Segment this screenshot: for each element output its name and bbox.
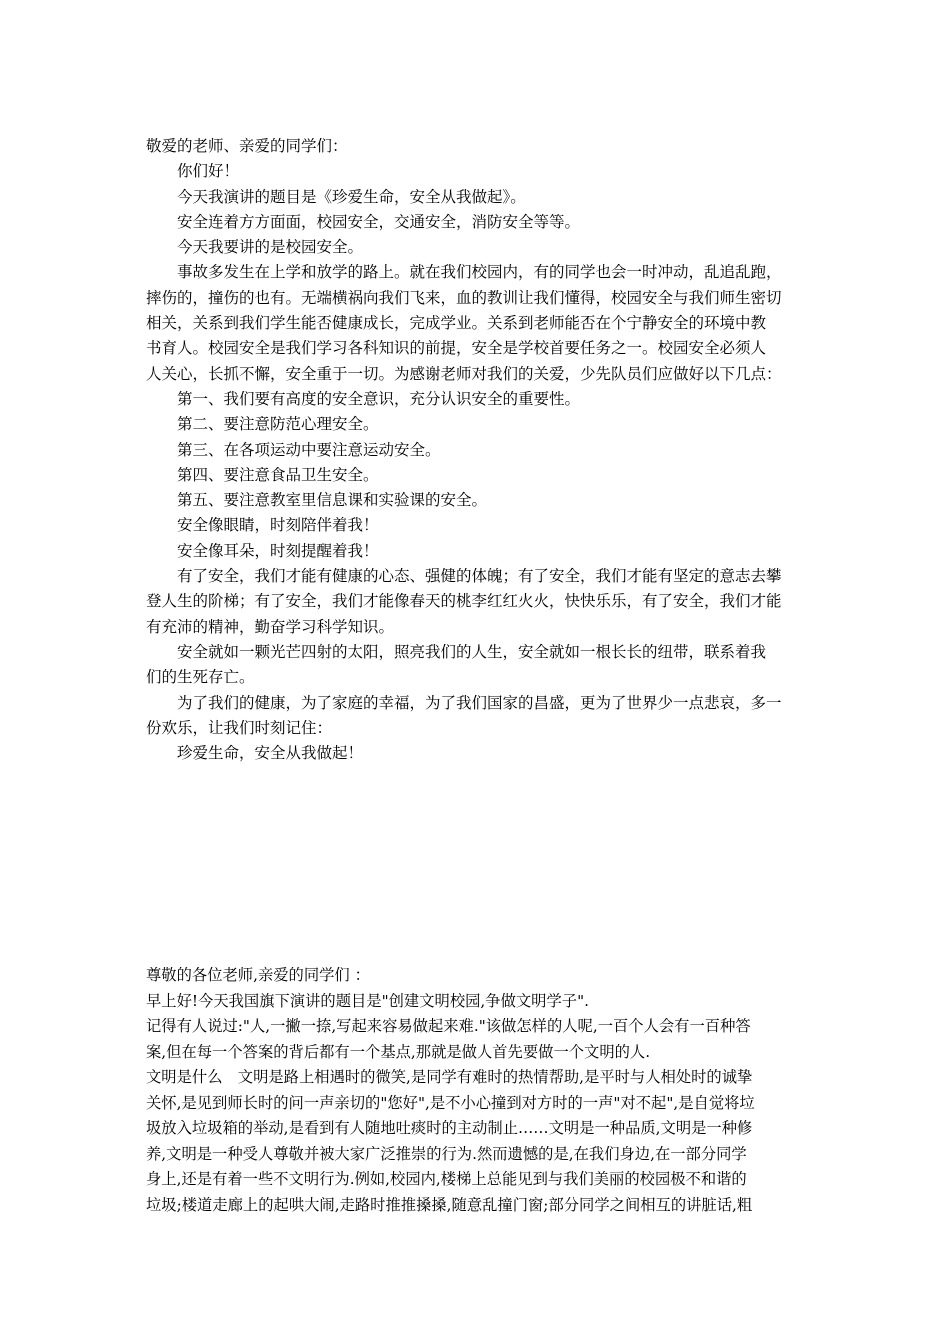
speech-civility (146, 963, 810, 1218)
paragraph-line: 事故多发生在上学和放学的路上。就在我们校园内，有的同学也会一时冲动，乱追乱跑， (177, 263, 782, 282)
paragraph-line: 圾放入垃圾箱的举动,是看到有人随地吐痰时的主动制止……文明是一种品质,文明是一种修 (146, 1119, 753, 1137)
paragraph-line: 份欢乐，让我们时刻记住： (146, 718, 333, 737)
speech-safety (146, 134, 810, 766)
paragraph-line: 文明是什么 文明是路上相遇时的微笑,是同学有难时的热情帮助,是平时与人相处时的诚挚 (146, 1068, 753, 1086)
paragraph-line: 垃圾;楼道走廊上的起哄大闹,走路时推推搡搡,随意乱撞门窗;部分同学之间相互的讲脏话,粗 (146, 1195, 753, 1214)
paragraph-line: 记得有人说过:"人,一撇一捺,写起来容易做起来难."该做怎样的人呢,一百个人会有一百种答 (146, 1017, 751, 1035)
paragraph-line: 身上,还是有着一些不文明行为.例如,校园内,楼梯上总能见到与我们美丽的校园极不和谐的 (146, 1170, 747, 1188)
paragraph-line: 安全就如一颗光芒四射的太阳，照亮我们的人生，安全就如一根长长的纽带，联系着我 (177, 642, 767, 661)
paragraph-line: 第二、要注意防范心理安全。 (177, 415, 379, 434)
paragraph-line: 第三、在各项运动中要注意运动安全。 (177, 440, 441, 459)
paragraph-line: 安全像眼睛，时刻陪伴着我！ (177, 516, 379, 535)
paragraph-line: 相关，关系到我们学生能否健康成长，完成学业。关系到老师能否在个宁静安全的环境中教 (146, 314, 767, 333)
salutation: 敬爱的老师、亲爱的同学们： (146, 137, 348, 155)
paragraph-line: 第一、我们要有高度的安全意识，充分认识安全的重要性。 (177, 389, 581, 408)
paragraph-line: 为了我们的健康，为了家庭的幸福，为了我们国家的昌盛，更为了世界少一点悲哀，多一 (177, 693, 782, 712)
paragraph-line: 们的生死存亡。 (146, 668, 255, 687)
paragraph-line: 今天我演讲的题目是《珍爱生命，安全从我做起》。 (177, 187, 526, 206)
paragraph-line: 案,但在每一个答案的背后都有一个基点,那就是做人首先要做一个文明的人. (146, 1042, 651, 1061)
paragraph-line: 书育人。校园安全是我们学习各科知识的前提，安全是学校首要任务之一。校园安全必须人 (146, 339, 767, 358)
salutation: 尊敬的各位老师,亲爱的同学们 ： (146, 966, 370, 984)
paragraph-line: 养,文明是一种受人尊敬并被大家广泛推崇的行为.然而遗憾的是,在我们身边,在一部分同学 (146, 1144, 747, 1163)
paragraph-line: 安全连着方方面面，校园安全，交通安全，消防安全等等。 (177, 212, 581, 231)
paragraph-line: 你们好！ (177, 162, 240, 181)
paragraph-line: 早上好!今天我国旗下演讲的题目是"创建文明校园,争做文明学子". (146, 991, 589, 1010)
paragraph-line: 今天我要讲的是校园安全。 (177, 238, 364, 257)
paragraph-line: 第五、要注意教室里信息课和实验课的安全。 (177, 491, 488, 510)
paragraph-line: 有充沛的精神，勤奋学习科学知识。 (146, 617, 395, 636)
paragraph-line: 登人生的阶梯；有了安全，我们才能像春天的桃李红红火火，快快乐乐，有了安全，我们才能 (146, 592, 782, 611)
paragraph-line: 安全像耳朵，时刻提醒着我！ (177, 541, 379, 560)
paragraph-line: 人关心，长抓不懈，安全重于一切。为感谢老师对我们的关爱，少先队员们应做好以下几点： (146, 364, 782, 383)
paragraph-line: 摔伤的，撞伤的也有。无端横祸向我们飞来，血的教训让我们懂得，校园安全与我们师生密切 (146, 288, 782, 307)
paragraph-line: 关怀,是见到师长时的问一声亲切的"您好",是不小心撞到对方时的一声"对不起",是自觉将垃 (146, 1093, 755, 1112)
paragraph-line: 第四、要注意食品卫生安全。 (177, 465, 379, 484)
paragraph-line: 有了安全，我们才能有健康的心态、强健的体魄；有了安全，我们才能有坚定的意志去攀 (177, 567, 782, 586)
closing-line: 珍爱生命，安全从我做起！ (177, 744, 364, 763)
